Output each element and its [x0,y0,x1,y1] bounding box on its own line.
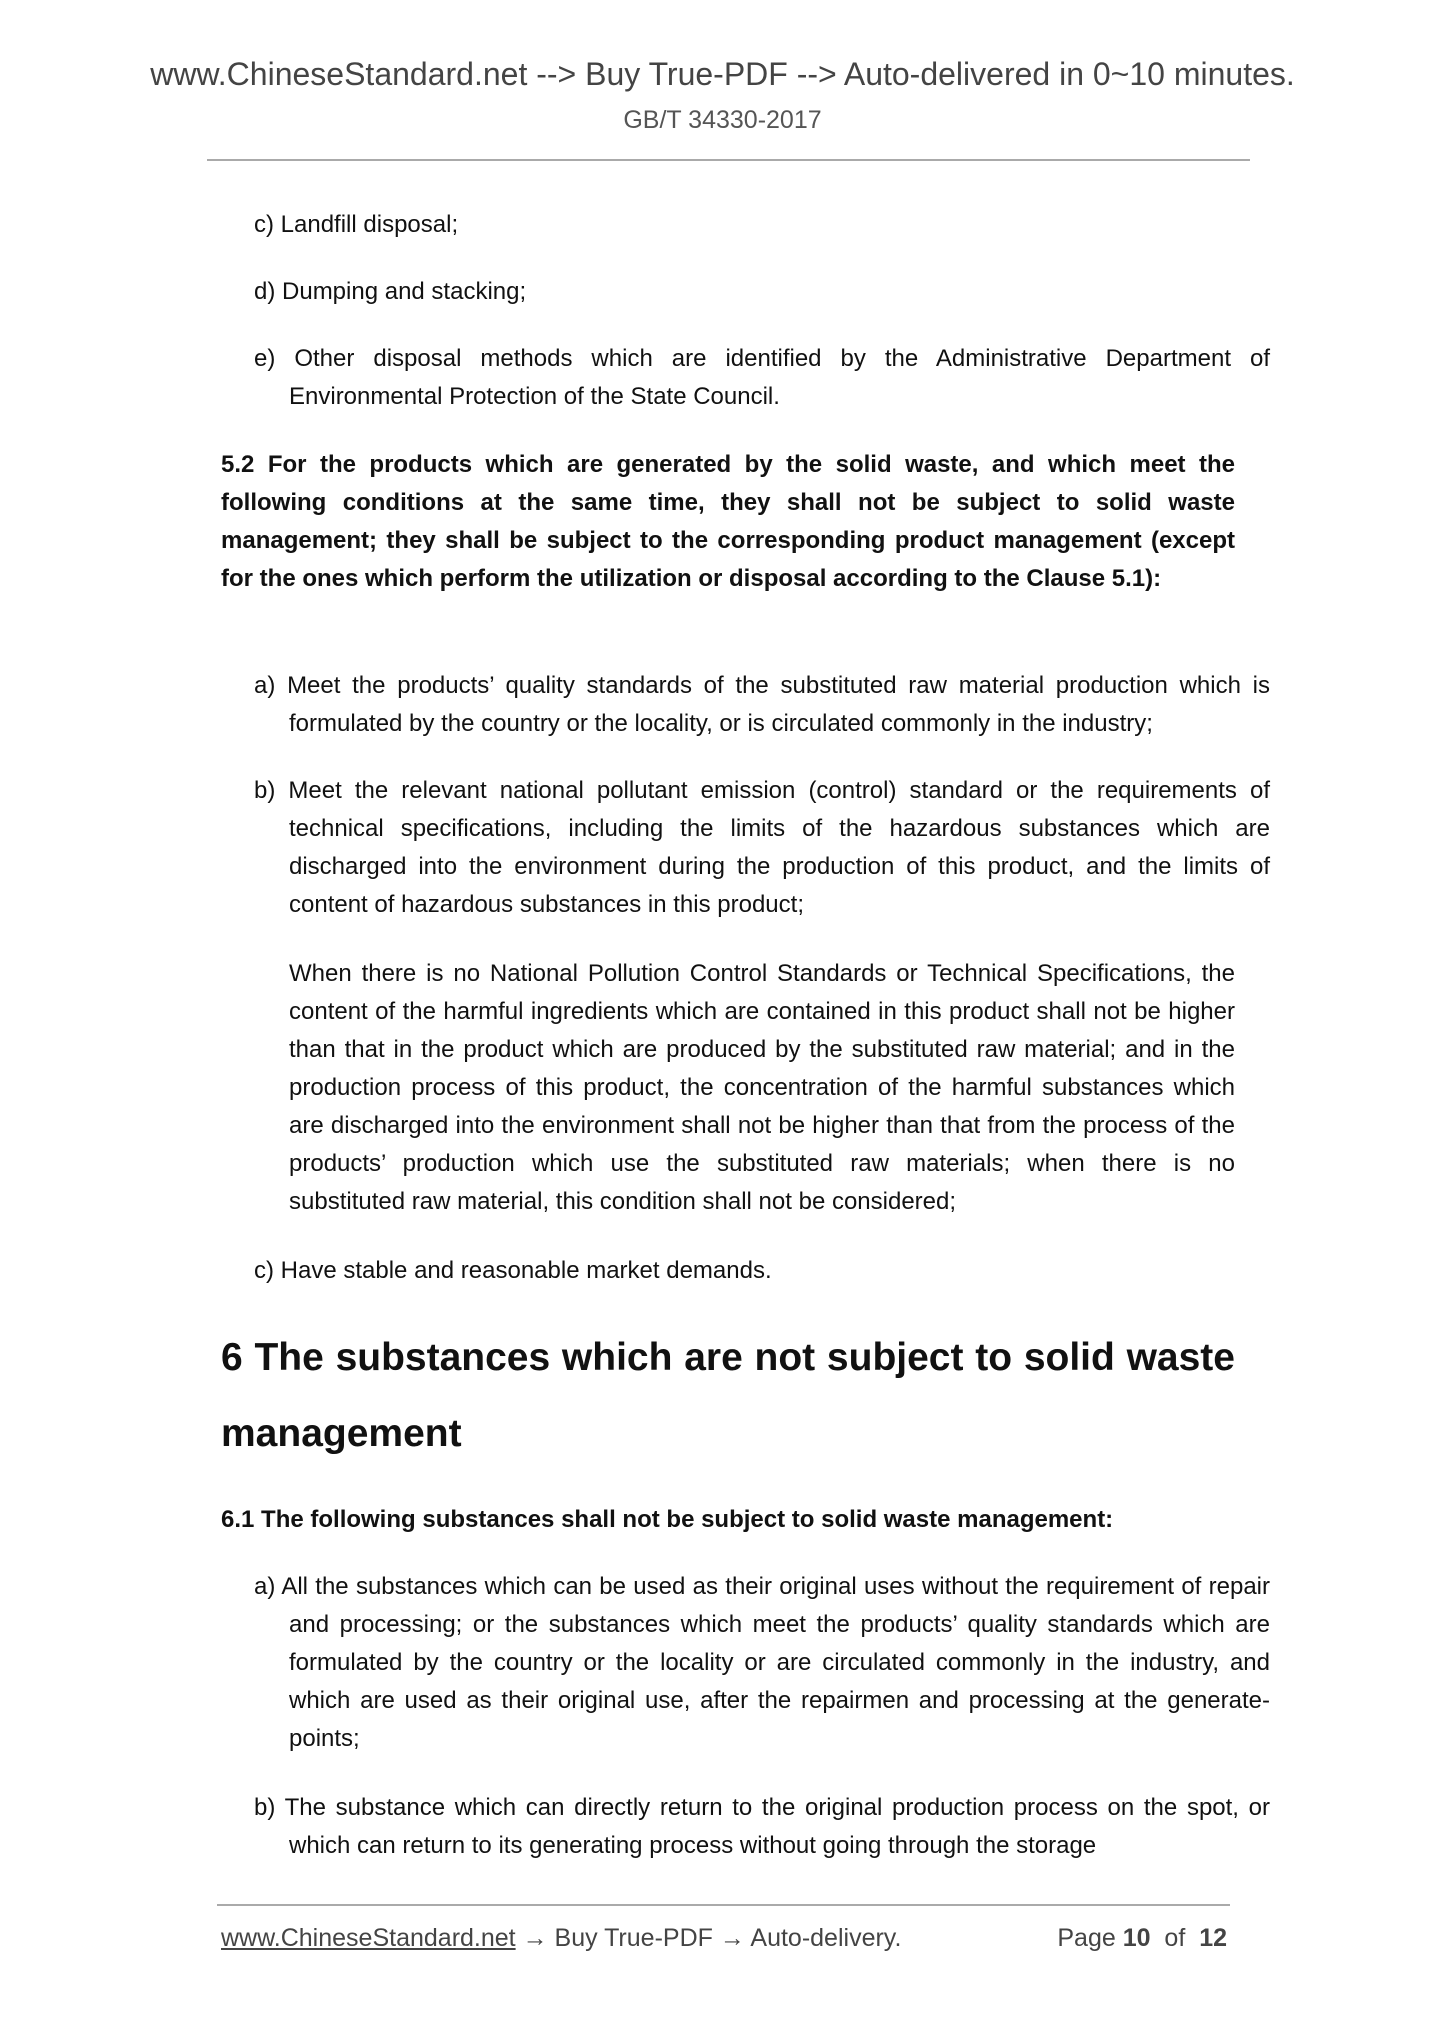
list-item: c) Landfill disposal; [254,211,459,238]
note-paragraph: When there is no National Pollution Control Standards or Technical Specifications, the content of the harmful ingredients which are contained in this product shall not be higher than that in the product which are produced by the substituted raw material; and in the production process of this product, the concentration of the harmful substances which are discharged into the environment shall not be higher than that from the process of the products’ production which use the substituted raw materials; when there is no substituted raw material, this condition shall not be considered; [289,960,1235,1215]
list-item: a) Meet the products’ quality standards of the substituted raw material production which is formulated by the country or the locality, or is circulated commonly in the industry; [254,672,1270,737]
section-6-heading: 6 The substances which are not subject to solid waste management [221,1336,1235,1455]
total-pages: 12 [1199,1924,1227,1952]
page-number [1057,1924,1227,1953]
document-id: GB/T 34330-2017 [623,106,822,134]
page-label: Page [1057,1924,1116,1952]
footer-rest: → Buy True-PDF → Auto-delivery. [515,1924,902,1952]
list-item: d) Dumping and stacking; [254,278,527,305]
footer-link[interactable]: www.ChineseStandard.net [221,1924,516,1952]
header-banner: www.ChineseStandard.net --> Buy True-PDF --> Auto-delivered in 0~10 minutes. [150,56,1295,92]
list-item: e) Other disposal methods which are identified by the Administrative Department of Environmental Protection of the State Council. [254,345,1270,410]
clause-6-1: 6.1 The following substances shall not be subject to solid waste management: [221,1506,1114,1533]
header-divider [207,159,1250,161]
clause-5-2: 5.2 For the products which are generated by the solid waste, and which meet the following conditions at the same time, they shall not be subject to solid waste management; they shall be subject to the corresponding product management (except for the ones which perform the utilization or disposal according to the Clause 5.1): [221,451,1235,592]
footer-text [221,1924,901,1953]
current-page: 10 [1122,1924,1151,1952]
list-item: a) All the substances which can be used as their original uses without the requirement of repair and processing; or the substances which meet the products’ quality standards which are formulated by the country or the locality or are circulated commonly in the industry, and which are used as their original use, after the repairmen and processing at the generate-points; [254,1573,1270,1752]
list-item: b) Meet the relevant national pollutant emission (control) standard or the requirements of technical specifications, including the limits of the hazardous substances which are discharged into the environment during the production of this product, and the limits of content of hazardous substances in this product; [254,777,1270,918]
of-label: of [1164,1924,1186,1952]
footer-divider [217,1904,1230,1906]
list-item: c) Have stable and reasonable market demands. [254,1257,772,1284]
list-item: b) The substance which can directly return to the original production process on the spot, or which can return to its generating process without going through the storage [254,1794,1270,1859]
